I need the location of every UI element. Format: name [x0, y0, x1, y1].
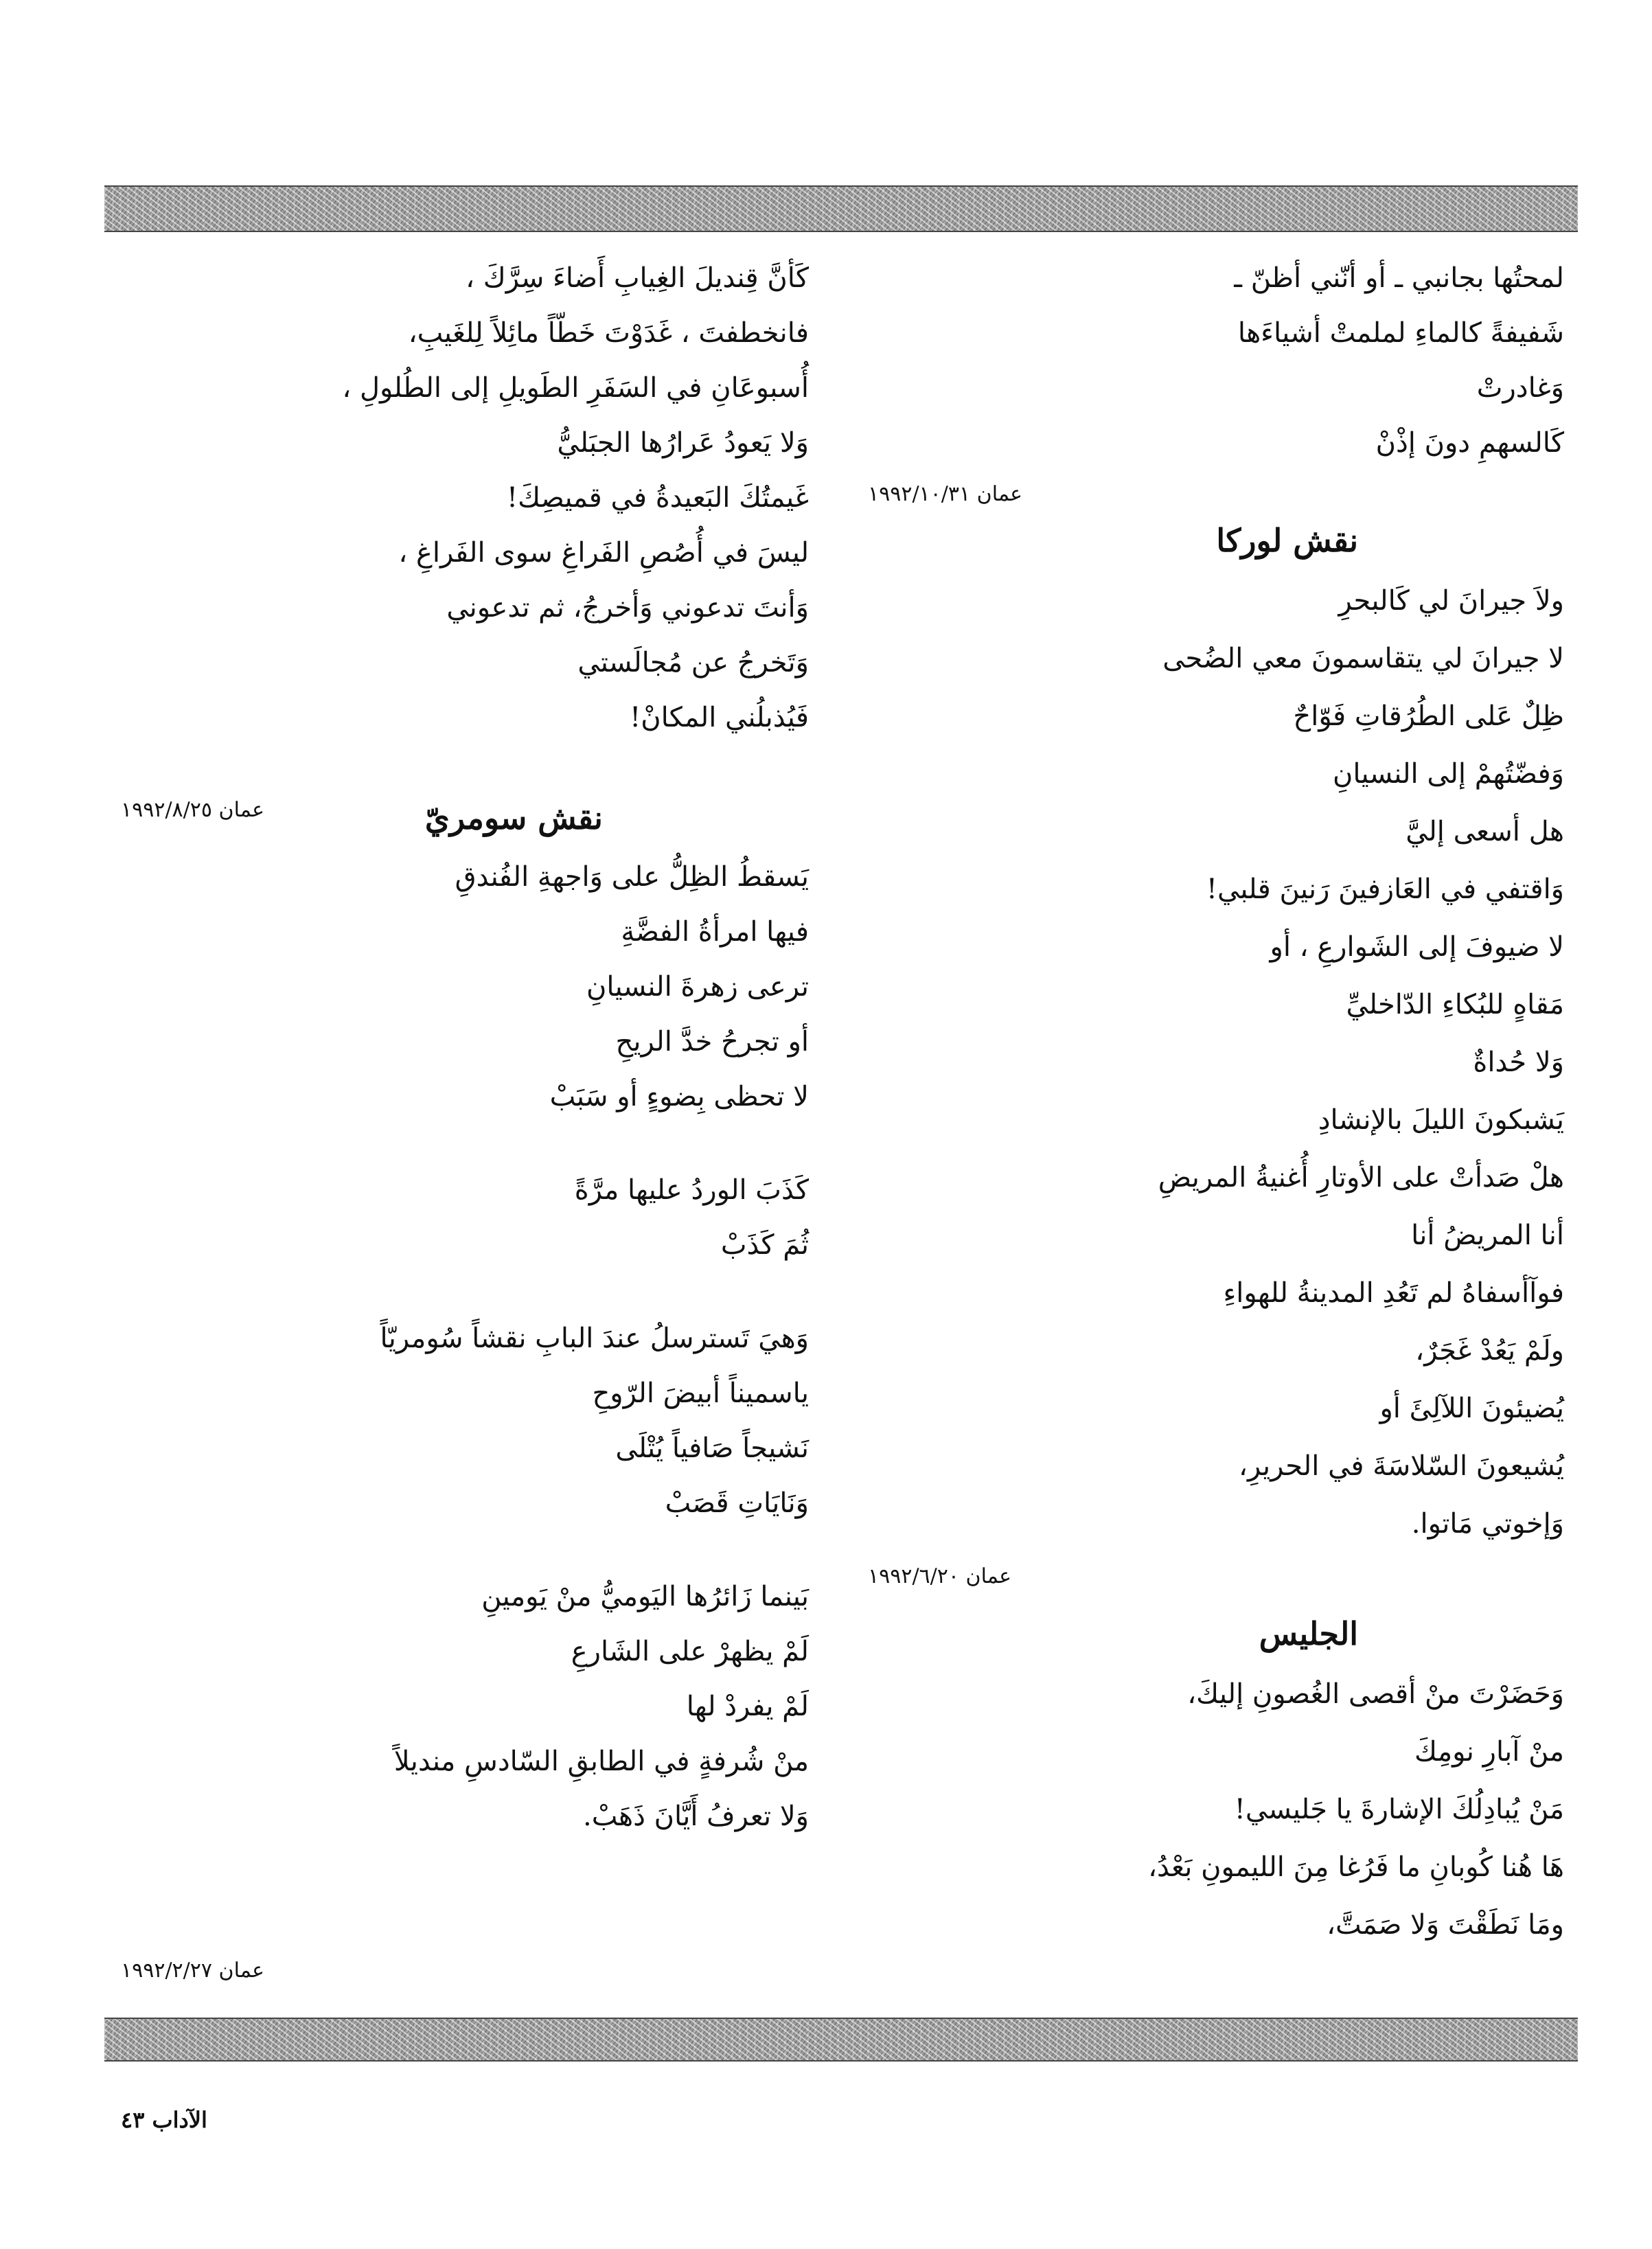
poem-line: فوآأسفاهُ لم تَعُدِ المدينةُ للهواءِ: [1223, 1277, 1564, 1309]
poem-line: بَينما زَائرُها اليَوميُّ منْ يَومينِ: [481, 1581, 809, 1612]
poem-line: أو تجرحُ خدَّ الريحِ: [615, 1026, 809, 1058]
poem-line: ظِلٌ عَلى الطُرُقاتِ فَوّاحٌ: [1293, 700, 1564, 732]
right-column: [864, 251, 1564, 1954]
poem-line: منْ آبارِ نومِكَ: [1414, 1736, 1564, 1768]
poem-line: وَهيَ تَسترسلُ عندَ البابِ نقشاً سُومريّاً: [380, 1323, 809, 1354]
poem-line: يُضيئونَ اللآلِئَ أو: [1379, 1393, 1564, 1424]
poem-line: أنا المريضُ أنا: [1411, 1220, 1564, 1251]
poem-line: لا تحظى بِضوءٍ أو سَبَبْ: [549, 1081, 809, 1112]
poem-line: كَأنَّ قِنديلَ الغِيابِ أَضاءَ سِرَّكَ ،: [466, 262, 809, 294]
poem-line: لا ضيوفَ إلى الشَوارعِ ، أو: [1270, 931, 1564, 963]
top-ornamental-band: [104, 185, 1578, 232]
poem-line: ليسَ في أُصُصِ الفَراغِ سوى الفَراغِ ،: [398, 537, 809, 569]
poem-line: هل أسعى إليَّ: [1406, 816, 1564, 847]
poem-line: وَحَضَرْتَ منْ أقصى الغُصونِ إليكَ،: [1187, 1678, 1564, 1710]
dateline: عمان ١٩٩٢/٦/٢٠: [868, 1564, 1011, 1588]
poem-line: لمحتُها بجانبي ـ أو أنّني أظنّ ـ: [1234, 262, 1564, 294]
poem-line: وَفضّتُهمْ إلى النسيانِ: [1332, 758, 1564, 790]
poem-title-jalees: الجليس: [1259, 1615, 1358, 1652]
poem-line: وَغادرتْ: [1476, 372, 1564, 404]
poem-line: وَلا تعرفُ أَيَّانَ ذَهَبْ.: [583, 1801, 809, 1832]
poem-sumerian: [81, 849, 809, 1844]
poem-line: شَفيفةً كالماءِ لملمتْ أشياءَها: [1237, 317, 1564, 349]
poem-line: مَقاهٍ للبُكاءِ الدّاخليِّ: [1346, 989, 1564, 1020]
poem-line: هَا هُنا كُوبانِ ما فَرُغا مِنَ الليمونِ بَعْدُ،: [1148, 1851, 1564, 1883]
poem-line: لا جيرانَ لي يتقاسمونَ معي الضُحى: [1162, 643, 1564, 674]
poem-line: مَنْ يُبادِلُكَ الإشارةَ يا جَليسي!: [1234, 1794, 1564, 1825]
poem-jalees: [864, 1665, 1564, 1954]
poem-line: وَلا يَعودُ عَرارُها الجبَليُّ: [557, 427, 809, 459]
poem-line: ولَمْ يَعُدْ غَجَرٌ،: [1415, 1335, 1564, 1367]
poem-line: ثُمَ كَذَبْ: [720, 1229, 809, 1261]
poem-line: منْ شُرفةٍ في الطابقِ السّادسِ منديلاً: [393, 1746, 809, 1777]
poem-line: ومَا نَطَقْتَ وَلا صَمَتَّ،: [1327, 1909, 1564, 1941]
bottom-ornamental-band: [104, 2018, 1578, 2062]
poem-line: فيها امرأةُ الفضَّةِ: [621, 916, 809, 948]
poem-line: وَلا حُداةٌ: [1473, 1047, 1564, 1078]
opening-poem-ending: [864, 251, 1564, 470]
page-folio: الآداب ٤٣: [121, 2107, 207, 2133]
poem-line: لَمْ يظهرْ على الشَارعِ: [571, 1636, 809, 1667]
poem-line: يَشبكونَ الليلَ بالإنشادِ: [1318, 1104, 1564, 1136]
poem-title-lorca: نقش لوركا: [1216, 522, 1358, 559]
poem-line: لَمْ يفردْ لها: [686, 1691, 809, 1722]
dateline: عمان ١٩٩٢/٢/٢٧: [121, 1959, 264, 1983]
poem-line: نَشيجاً صَافياً يُتْلَى: [615, 1432, 809, 1464]
dateline: عمان ١٩٩٢/١٠/٣١: [868, 482, 1023, 506]
poem-lorca: [864, 572, 1564, 1553]
poem-line: كَالسهمِ دونَ إذْنْ: [1375, 427, 1564, 459]
poem-line: وَإخوتي مَاتوا.: [1411, 1508, 1564, 1540]
poem-line: أُسبوعَانِ في السَفَرِ الطَويلِ إلى الطُلولِ ،: [342, 372, 809, 404]
left-column: [81, 251, 809, 1844]
poem-line: وَنَايَاتِ قَصَبْ: [665, 1487, 809, 1519]
poem-line: يَسقطُ الظِلُّ على وَاجهةِ الفُندقِ: [455, 861, 809, 893]
poem-line: وَاقتفي في العَازفينَ رَنينَ قلبي!: [1206, 874, 1564, 905]
poem-line: كَذَبَ الوردُ عليها مرَّةً: [574, 1174, 809, 1206]
poem-line: ياسميناً أبيضَ الرّوحِ: [592, 1378, 809, 1409]
previous-poem-ending: [81, 251, 809, 745]
dateline: عمان ١٩٩٢/٨/٢٥: [121, 798, 264, 822]
poem-line: فَيُذبلُني المكانْ!: [630, 702, 809, 733]
poem-line: ترعى زهرةَ النسيانِ: [586, 971, 809, 1003]
poem-line: وَأنتَ تدعوني وَأخرجُ، ثم تدعوني: [446, 592, 809, 624]
poem-line: فانخطفتَ ، غَدَوْتَ خَطّاً مائِلاً لِلغَيبِ،: [408, 317, 809, 349]
poem-line: هلْ صَدأتْ على الأوتارِ أُغنيةُ المريضِ: [1158, 1162, 1564, 1194]
poem-line: وَتَخرجُ عن مُجالَستي: [577, 647, 809, 678]
poem-line: يُشيعونَ السّلاسَةَ في الحريرِ،: [1239, 1450, 1564, 1482]
poem-line: ولاَ جيرانَ لي كَالبحرِ: [1338, 585, 1564, 617]
poem-title-sumerian: نقش سومريّ: [424, 799, 603, 836]
poem-line: غَيمتُكَ البَعيدةُ في قميصِكَ!: [507, 482, 809, 514]
